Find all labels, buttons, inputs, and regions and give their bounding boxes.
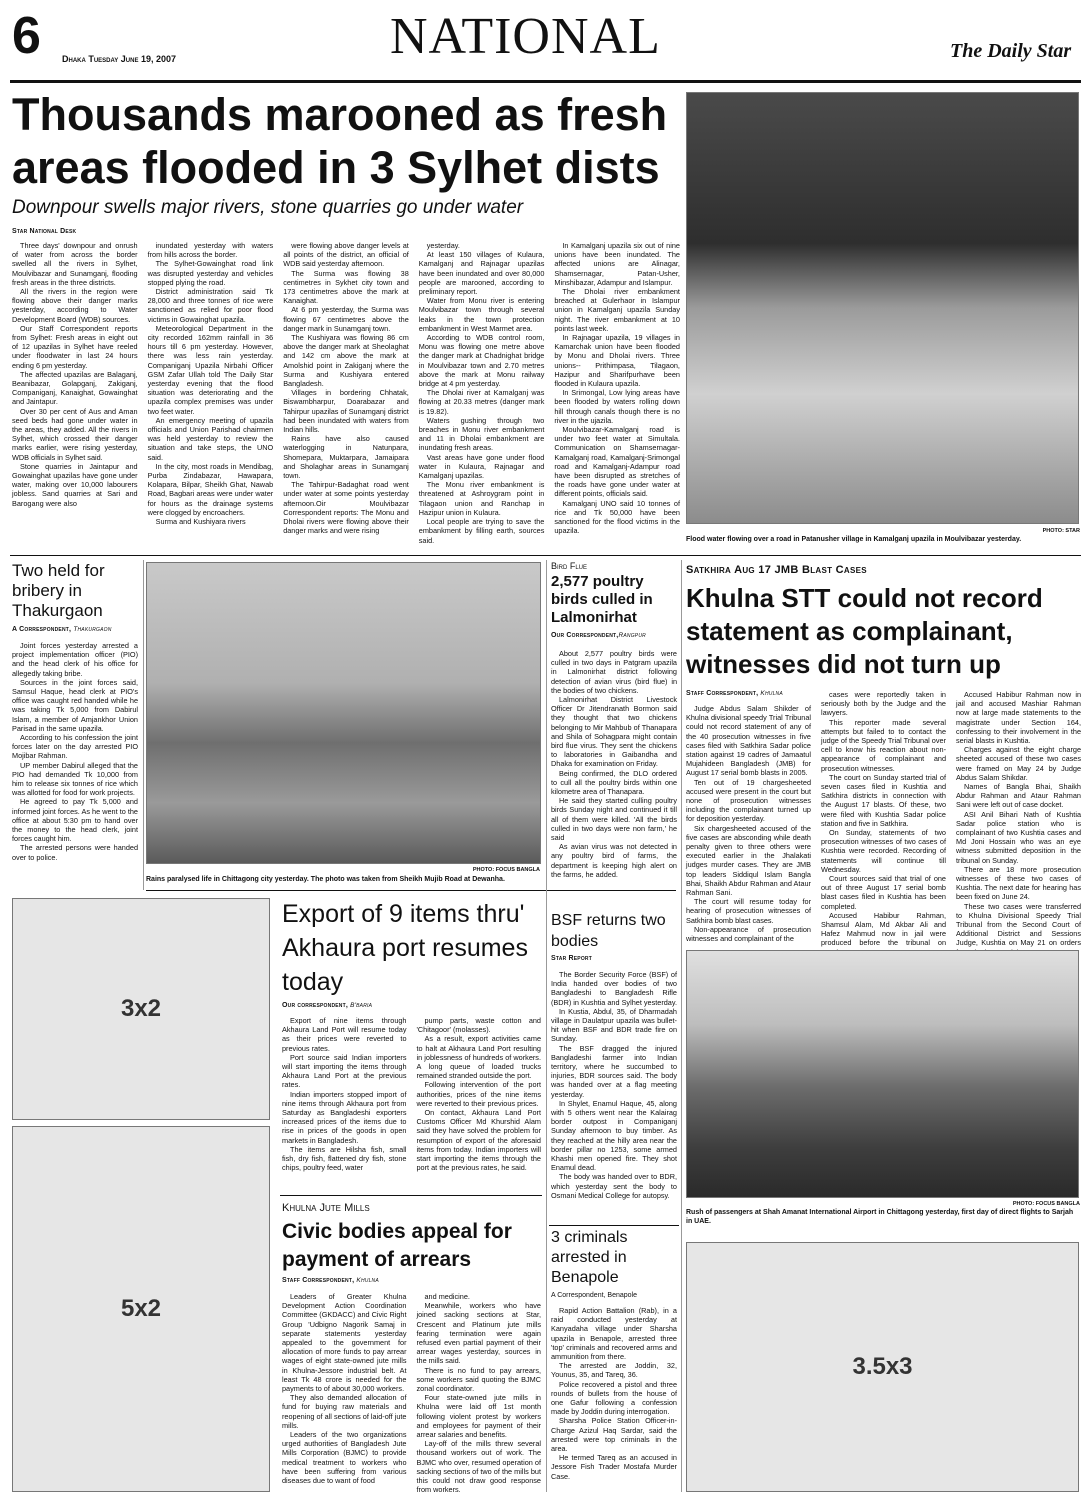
paragraph: The arrested persons were handed over to police. (12, 843, 138, 862)
paragraph: The Kushiyara was flowing 86 cm above the danger mark at Sheolaghat and 142 cm above the mark at Amolshid point in Zakiganj where the Surma and Kushiyara entered Bangladesh. (283, 333, 409, 389)
jute-headline: Civic bodies appeal for payment of arrears (282, 1220, 512, 1271)
ad-3x2: 3x2 (12, 898, 270, 1120)
paragraph: In Kustia, Abdul, 35, of Dharmadah village in Daulatpur upazila was bullet-hit when BSF and BDR trade fire on Sunday. (551, 1006, 677, 1044)
paragraph: ASI Anil Bihari Nath of Kushtia Sadar police station who is complainant of two Kushtia cases and Md Joni Hossain who was an eye witness submitted deposition in the tribunal on Sunday. (956, 809, 1081, 865)
akhaura-byline: Our correspondent, B'baria (282, 1002, 373, 1009)
bsf-byline: Star Report (551, 955, 592, 962)
paragraph: The Dholai river at Kamalganj was flowing at 20.33 metres (danger mark is 19.82). (418, 388, 545, 416)
col-rule-2 (546, 560, 547, 1492)
paragraph: Kamalganj UNO said 10 tonnes of rice and Tk 50,000 have been sanctioned for the flood victims in the upazila. (554, 498, 680, 536)
bsf-headline: BSF returns two bodies (551, 912, 666, 950)
lead-headline: Thousands marooned as fresh areas flooded in 3 Sylhet dists (12, 89, 668, 193)
paragraph: Stone quarries in Jaintapur and Gowainghat upazilas have gone under water, making over 10,000 labourers jobless. Sand quarries at Sari and Barogang were also (12, 461, 138, 508)
paragraph: Leaders of the two organizations urged authorities of Bangladesh Jute Mills Corporation (BJMC) to provide medical treatment to workers who have been suffering from various diseases due to want of food (282, 1430, 407, 1486)
paragraph: The body was handed over to BDR, which yesterday sent the body to Osmani Medical College for autopsy. (551, 1172, 677, 1200)
rain-photo (146, 562, 541, 864)
jute-col-1 (282, 1292, 407, 1492)
paragraph: All the rivers in the region were flowing above their danger marks yesterday, according to Water Development Board (WDB) sources. (12, 287, 138, 324)
ad-3.5x3: 3.5x3 (686, 1242, 1079, 1492)
paragraph: Ten out of 19 chargesheeted accused were present in the court but none of prosecution witnesses including the complainant turned up for deposition yesterday. (686, 777, 811, 824)
jute-kicker: Khulna Jute Mills (282, 1202, 370, 1214)
paragraph: Moulvibazar-Kamalganj road is under two feet water at Simultala. Communication on Shamsernagar-Kamalganj road, Kamalganj-Srimongal road and Kamalganj-Adampur road have been disrupted as stretches of the roads have gone under water at different points, officials said. (554, 425, 680, 499)
benapole-body (551, 1306, 677, 1492)
paragraph: In Kamalganj upazila six out of nine unions have been inundated. The affected unions are Alinagar, Shamsernagar, Patan-Usher, Minshibazar, Adampur and Islampur. (554, 241, 680, 287)
flood-photo-caption: Flood water flowing over a road in Patanusher village in Kamalganj upazila in Moulvibazar yesterday. (686, 536, 1022, 543)
paragraph: Over 30 per cent of Aus and Aman seed beds had gone under water in the areas, they added. All the rivers in Sylhet, which crossed their danger marks earlier, were rising yesterday, WDB officials in Sylhet said. (12, 406, 138, 462)
paragraph: Waters gushing through two breaches in Monu river embankment and 11 in Dholai embankment are inundating fresh areas. (418, 415, 545, 453)
paragraph: were flowing above danger levels at all points of the district, an official of WDB said yesterday afternoon. (283, 241, 409, 269)
paragraph: Three days' downpour and onrush of water from across the border swelled all the rivers in Sylhet, Moulvibazar and Sunamganj, flooding fresh areas in the three districts. (12, 241, 138, 287)
paragraph: Accused Habibur Rahman now in jail and accused Mashiar Rahman now at large made statements to the magistrate under Section 164, confessing to their involvement in the serial blasts in Kushtia. (956, 690, 1081, 746)
paragraph: Surma and Kushiyara rivers (155, 517, 246, 527)
khulna-col-1 (686, 690, 811, 944)
paragraph: Villages in bordering Chhatak, Biswambharpur, Doarabazar and Tahirpur upazilas of Sunamganj district had been inundated with waters from Indian hills. (283, 388, 409, 435)
paragraph: Judge Abdus Salam Shikder of Khulna divisional speedy Trial Tribunal could not record statement of any of the 40 prosecution witnesses in five cases filed with Satkhira Sadar police station against 19 cadres of Jamaatul Mujahideen Bangladesh (JMB) for August 17 serial bomb blasts in 2005. (686, 704, 811, 778)
paragraph: At least 150 villages of Kulaura, Kamalganj and Rajnagar upazilas have been inundated and over 80,000 people are marooned, according to preliminary report. (418, 250, 545, 297)
paragraph: At 6 pm yesterday, the Surma was flowing 67 centimetres above the danger mark in Sunamganj town. (283, 305, 409, 333)
paragraph: According to WDB control room, Monu was flowing one metre above the danger mark at Chadnighat bridge in Moulvibazar town and 2.70 metres above the mark at Monu railway bridge at 4 pm yesterday. (418, 333, 545, 389)
paragraph: There are 18 more prosecution witnesses of these two cases of Kushtia. The next date for hearing has been fixed on June 24. (956, 864, 1081, 902)
paragraph: yesterday. (426, 241, 460, 250)
benapole-headline: 3 criminals arrested in Benapole (551, 1229, 628, 1286)
ad-5x2: 5x2 (12, 1126, 270, 1492)
lead-byline: Star National Desk (12, 228, 77, 235)
page-number: 6 (12, 7, 41, 65)
paragraph: The BSF dragged the injured Bangladeshi farmer into Indian territory, where he succumbed to injuries, BDR sources said. The body was handed over at a flag meeting yesterday. (551, 1043, 677, 1099)
paragraph: Local people are trying to save the embankment by filling earth, sources said. (418, 517, 545, 545)
paragraph: Names of Bangla Bhai, Shaikh Abdur Rahman and Ataur Rahman Sani were left out of case docket. (956, 782, 1081, 810)
birdflu-kicker: Bird Flue (551, 561, 588, 571)
rain-photo-credit: PHOTO: FOCUS BANGLA (472, 867, 540, 873)
paragraph: Charges against the eight charge sheeted accused of these two cases were framed on May 24 by Judge Abdus Salam Shikdar. (956, 745, 1081, 782)
paragraph: Sources in the joint forces said, Samsul Haque, head clerk at PIO's office was caught red handed while he was taking Tk 5,000 from Dabirul Islam, a member of Amjankhor Union Parisad in the same upazila. (12, 677, 138, 733)
birdflu-byline: Our Correspondent,Rangpur (551, 632, 646, 639)
paragraph: This reporter made several attempts but failed to to contact the judge of the Speedy Trial Tribunal over cell to know his reaction about non-appearance of complainant and prosecution witnesses. (821, 717, 946, 773)
brand-logo: The Daily Star (950, 40, 1072, 62)
airport-photo-caption: Rush of passengers at Shah Amanat International Airport in Chittagong yesterday, first day of direct flights to Sarjah in UAE. (686, 1209, 1074, 1225)
paragraph: Non-appearance of prosecution witnesses and complainant of the (686, 924, 811, 944)
paragraph: Lalmonirhat District Livestock Officer Dr Jitendranath Bormon said they thought that two chickens belonging to Mir Mahbub of Thanapara and Shila of Sohagpara might contain bird flue virus. They sent the chickens to laboratories in Gaibandha and Dhaka for examination on Friday. (551, 695, 677, 769)
paragraph: cases were reportedly taken in seriously both by the Judge and the lawyers. (821, 690, 946, 718)
paragraph: The Dholai river embankment breached at Gulerhaor in Islampur union in Kamalganj upazila Sunday night. The river embankment at 10 points last week. (554, 287, 680, 333)
paragraph: Our Staff Correspondent reports from Sylhet: Fresh areas in eight out of 12 upazilas in Sylhet have reeled under floodwater in last 24 hours ending 6 pm yesterday. (12, 323, 138, 370)
jute-body (282, 1292, 541, 1495)
divider-3 (280, 1195, 542, 1196)
flood-photo-credit: PHOTO: STAR (1042, 528, 1080, 534)
paragraph: The Monu river embankment is threatened at Ashroygram point in Tilagaon union and Ranchap in Hazipur union in Kulaura. (418, 480, 545, 517)
paragraph: The Surma was flowing 38 centimetres in Sykhet city town and 173 centimetres above the mark at Kanaighat. (283, 268, 409, 306)
paragraph: These two cases were transferred to Khulna Divisional Speedy Trial Tribunal from the Second Court of Additional District and Sessions Judge, Kushtia on May 21 on orders (956, 901, 1081, 948)
paragraph: Rains have also caused waterlogging in Natunpara, Shomepara, Muktarpara, Jamaipara and Sholaghar areas in Sunamganj town. (283, 434, 409, 481)
section-title: NATIONAL (390, 8, 661, 65)
khulna-stt-body (686, 690, 1081, 948)
paragraph: The items are Hilsha fish, small fish, dry fish, flattened dry fish, stone chips, poultry feed, water (282, 1144, 407, 1173)
paragraph: In Rajnagar upazila, 19 villages in Kamarchak union have been flooded by Monu and Dholai rivers. Three unions-- Prithimpasa, Tilagaon, Hazipur and Sharifpurhave been flooded in Kulaura upazila. (554, 333, 680, 389)
lead-col-4 (419, 241, 545, 546)
khulna-stt-byline: Staff Correspondent, Khulna (686, 690, 783, 697)
paragraph: The Border Security Force (BSF) of India handed over bodies of two Bangladeshi to Bangladesh Rifle (BDR) in Kushtia and Sylhet yesterday. (551, 970, 677, 1007)
bsf-body (551, 970, 677, 1224)
airport-photo-credit: PHOTO: FOCUS BANGLA (1012, 1201, 1080, 1207)
khulna-stt-kicker: Satkhira Aug 17 JMB Blast Cases (686, 564, 867, 576)
thakurgaon-byline: A Correspondent, Thakurgaon (12, 626, 112, 633)
paragraph: In Shylet, Enamul Haque, 45, along with 5 others went near the Kalairag border outpost in Companiganj Sunday afternoon to buy timber. As they reached at the hilly area near the border pillar no 1253, some armed Khashi men opened fire. They shot Enamul dead. (551, 1098, 677, 1173)
dateline: Dhaka Tuesday June 19, 2007 (62, 54, 176, 64)
paragraph: Vast areas have gone under flood water in Kulaura, Rajnagar and Kamalganj upazilas. (418, 452, 545, 481)
paragraph: About 2,577 poultry birds were culled in two days in Patgram upazila in Lalmonirhat district following detection of avian virus (bird flue) in the bodies of two chickens. (551, 649, 677, 695)
paragraph: Accused Habibur Rahman, Shamsul Alam, Md Akbar Ali and Hafez Mahmud now in jail were produced before the tribunal on (821, 910, 946, 948)
paragraph: Leaders of Greater Khulna Development Action Coordination Committee (GKDACC) and Civic Right Group 'Udbigno Nagorik Samaj in separate statements yesterday appealed to the government for allocation of more funds to pay arrear wages of eight state-owned jute mills in Khulna-Jessore industrial belt. At least Tk 48 crore is needed for the payments to of about 30,000 workers. (282, 1292, 407, 1394)
thakurgaon-headline: Two held for bribery in Thakurgaon (12, 561, 105, 620)
paragraph: An emergency meeting of upazila officials and Union Parishad chairmen was held yesterday to review the situation and take steps, the UNO said. (147, 415, 274, 462)
akhaura-col-1 (282, 1016, 407, 1196)
rain-photo-caption: Rains paralysed life in Chittagong city yesterday. The photo was taken from Sheikh Mujib Road at Dewanha. (146, 876, 505, 883)
paragraph: Following intervention of the port authorities, prices of the nine items were reverted to their previous prices. (416, 1080, 541, 1108)
paragraph: UP member Dabirul alleged that the PIO had demanded Tk 10,000 from him to release six tonnes of rice which was allotted for food for work projects. (12, 760, 138, 798)
paragraph: The arrested are Joddin, 32, Younus, 35, and Tareq, 36. (551, 1361, 677, 1380)
lead-col-2 (148, 241, 274, 546)
paragraph: The affected upazilas are Balaganj, Beanibazar, Golapganj, Zakiganj, Companiganj, Kanaighat, Gowainghat and Jaintapur. (12, 369, 138, 407)
benapole-byline: A Correspondent, Benapole (551, 1292, 638, 1299)
divider-4 (549, 1225, 679, 1226)
paragraph: The court on Sunday started trial of seven cases filed in Kushtia and Satkhira districts in connection with the August 17 blasts. Of these, two were filed with Kushtia Sadar police station and five in Satkhira. (821, 772, 946, 828)
paragraph: Meteorological Department in the city recorded 162mm rainfall in 36 hours till 6 pm yesterday. However, there was less rain yesterday. Companiganj Upazila Nirbahi Officer GSM Zafar Ullah told The Daily Star yesterday evening that the flood situation was deteriorating and the upazila complex premises was under two feet water. (147, 323, 274, 416)
divider-2 (146, 890, 676, 891)
paragraph: He agreed to pay Tk 5,000 and informed joint forces. As he went to the office at about 5:30 pm to hand over the money to the head clerk, joint forces caught him. (12, 797, 138, 844)
paragraph: On Sunday, statements of two prosecution witnesses of two cases of Kushtia were recorded. Recording of statements will continue till Wednesday. (821, 828, 946, 874)
paragraph: Sharsha Police Station Officer-in-Charge Azizul Haq Sardar, said the arrested were top criminals in the area. (551, 1416, 677, 1454)
paragraph: Four state-owned jute mills in Khulna were laid off 1st month following violent protest by workers and employees for payment of their arrear salaries and benefits. (416, 1393, 541, 1440)
paragraph: Meanwhile, workers who have joined sacking sections at Star, Crescent and Platinum jute mills fearing termination were again refused even partial payment of their arrear wages yesterday, sources in the mills said. (416, 1301, 541, 1366)
paragraph: They also demanded allocation of fund for buying raw materials and reopening of all sections of laid-off jute mills. (282, 1393, 407, 1430)
akhaura-body (282, 1016, 541, 1196)
paragraph: Lay-off of the mills threw several thousand workers out of work. The BJMC who over, resumed operation of sacking sections of two of the mills but this could not draw good response from workers. (416, 1439, 541, 1495)
birdflu-headline: 2,577 poultry birds culled in Lalmonirhat (551, 573, 653, 626)
jute-byline: Staff Correspondent, Khulna (282, 1277, 379, 1284)
akhaura-headline: Export of 9 items thru' Akhaura port resumes today (282, 900, 528, 996)
lead-col-1 (12, 241, 138, 546)
paragraph: Water from Monu river is entering Moulvibazar town through several leaks in the town protection embankment in West Marmet area. (418, 296, 545, 333)
paragraph: There is no fund to pay arrears, some workers said quoting the BJMC zonal coordinator. (416, 1365, 541, 1394)
lead-col-3 (283, 241, 409, 546)
masthead (0, 0, 1091, 84)
paragraph: Joint forces yesterday arrested a project implementation officer (PIO) and the head clerk of his office for allegedly taking bribe. (12, 641, 138, 678)
paragraph: The court will resume today for hearing of prosecution witnesses of Satkhira bomb blast cases. (686, 897, 811, 925)
paragraph: The Sylhet-Gowainghat road link was disrupted yesterday and vehicles stopped plying the road. (147, 259, 274, 287)
paragraph: Police recovered a pistol and three rounds of bullets from the house of one Gafur following a confession made by Joddin during interrogation. (551, 1379, 677, 1417)
khulna-col-3 (956, 690, 1081, 948)
masthead-rule (10, 80, 1081, 83)
paragraph: Court sources said that trial of one out of three August 17 serial bomb blast cases filed in Kushtia has been completed. (821, 874, 946, 911)
paragraph: and medicine. (424, 1292, 470, 1301)
flood-photo (686, 92, 1079, 524)
col-rule-3 (681, 560, 682, 1492)
paragraph: As a result, export activities came to halt at Akhaura Land Port resulting in joblessness of hundreds of workers. A long queue of loaded trucks remained stranded outside the port. (416, 1034, 541, 1081)
paragraph: Port source said Indian importers will start importing the items through Akhaura Land Port at the previous rates. (282, 1052, 407, 1090)
paragraph: pump parts, waste cotton and 'Chitagoor' (molasses). (416, 1016, 541, 1035)
paragraph: Rapid Action Battalion (Rab), in a raid conducted yesterday at Kanyadaha village under Sharsha upazila in Benapole, arrested three 'top' criminals and recovered arms and ammunition from there. (551, 1306, 677, 1362)
paragraph: The Tahirpur-Badaghat road went under water at some points yesterday afternoon.Oir Moulvibazar Correspondent reports: The Monu and Dholai rivers were flowing above their danger marks and were rising (283, 480, 409, 536)
divider-1 (10, 555, 1081, 556)
birdflu-body (551, 649, 677, 889)
lead-col-5 (554, 241, 680, 546)
paragraph: He said they started culling poultry birds Sunday night and continued it till all of them were killed. 'All the birds culled in two days were non farm,' he said (551, 796, 677, 843)
lead-body (12, 241, 680, 546)
paragraph: Being confirmed, the DLO ordered to cull all the poultry birds within one kilometre area of Thanapara. (551, 768, 677, 797)
khulna-col-2 (821, 690, 946, 948)
col-rule-1 (143, 560, 144, 890)
paragraph: In Srimongal, Low lying areas have been flooded by waters rolling down hill through canals though there is no river in the ujazila. (554, 388, 680, 425)
thakurgaon-body (12, 641, 138, 887)
paragraph: As avian virus was not detected in any poultry bird of farms, the department is keeping high alert on the farms, he added. (551, 842, 677, 879)
jute-col-2 (416, 1292, 542, 1495)
paragraph: Six chargesheeted accused of the five cases are absconding while death penalty given to three others were executed earlier in the Jhalakati judges murder cases. They are JMB top leaders Siddiqul Islam Bangla Bhai, Shaikh Abdur Rahman and Ataur Rahman Sani. (686, 823, 811, 898)
airport-photo (686, 950, 1079, 1198)
paragraph: He termed Tareq as an accused in Jessore Fish Trader Mostafa Murder Case. (551, 1453, 677, 1481)
paragraph: On contact, Akhaura Land Port Customs Officer Md Khurshid Alam said they have solved the problem for resumption of export of the aforesaid items from today. Indian importers will start importing the items through the port at the previous rates, he said. (416, 1108, 541, 1173)
khulna-stt-headline: Khulna STT could not record statement as complainant, witnesses did not turn up (686, 583, 1043, 679)
paragraph: District administration said Tk 28,000 and three tonnes of rice were sanctioned as relied for poor flood victims in Gowainghat upazila. (147, 287, 274, 324)
paragraph: Export of nine items through Akhaura Land Port will resume today as their prices were reverted to previous rates. (282, 1016, 407, 1053)
paragraph: inundated yesterday with waters from hills across the border. (147, 241, 274, 260)
paragraph: In the city, most roads in Mendibag, Purba Zindabazar, Hawapara, Kolapara, Bilpar, Sheikh Ghat, Nawab Road, Bagbari areas were under water for hours as the drainage systems were clogged by encroachers. (147, 461, 274, 517)
paragraph: According to his confession the joint forces later on the day arrested PIO Mojibar Rahman. (12, 733, 138, 761)
paragraph: Indian importers stopped import of nine items through Akhaura port from Saturday as Bangladeshi exporters increased prices of the items due to rise in prices of the goods in open markets in Bangladesh. (282, 1089, 407, 1145)
akhaura-col-2 (417, 1016, 542, 1196)
lead-subhead: Downpour swells major rivers, stone quarries go under water (12, 197, 524, 218)
